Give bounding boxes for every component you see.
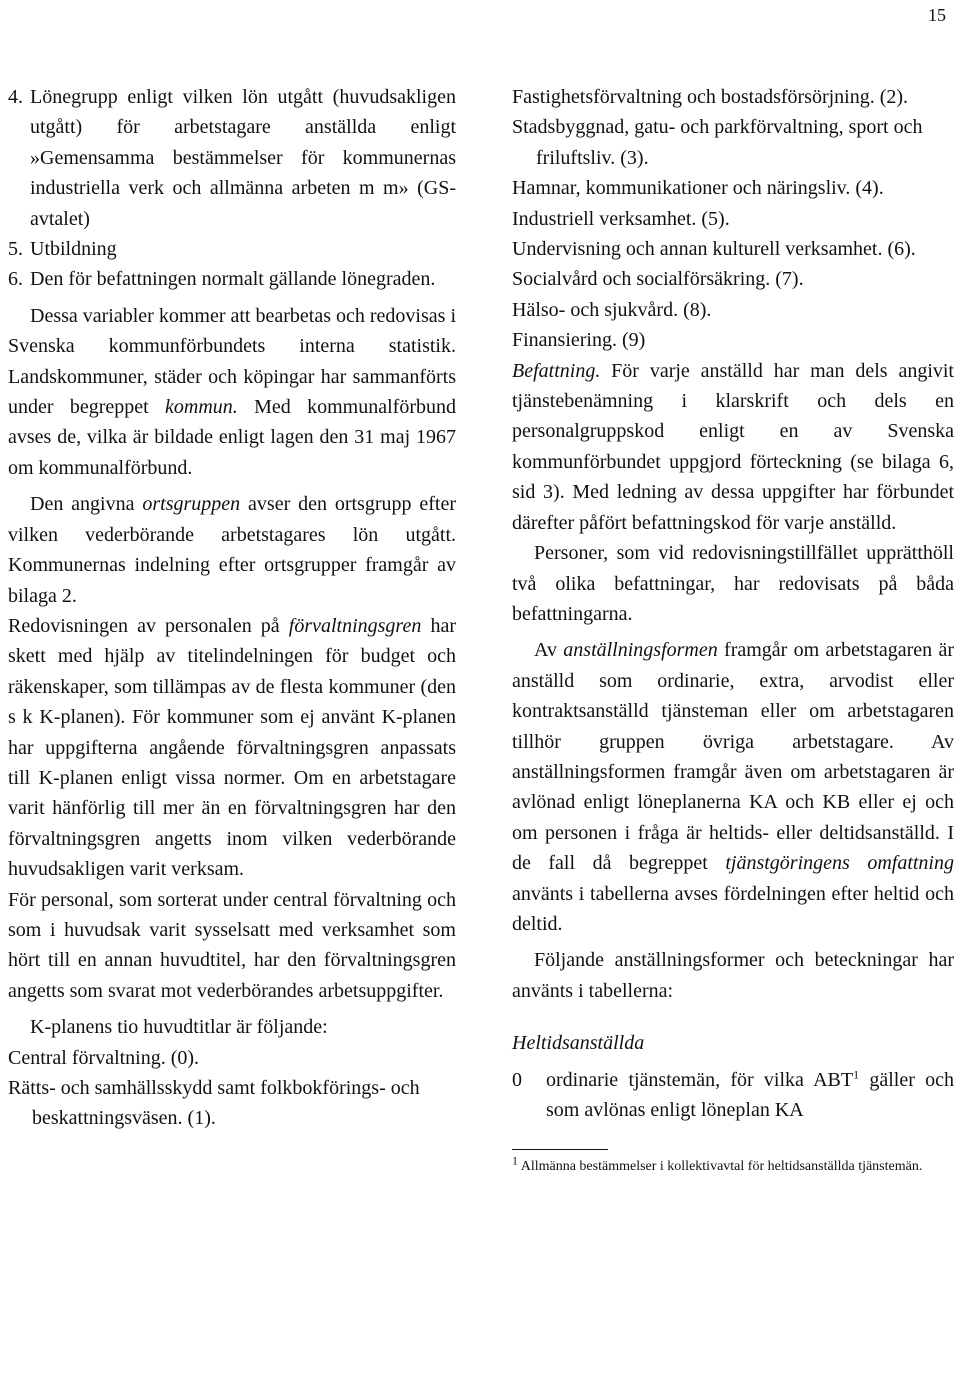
footnote-ref: 1 [853, 1066, 860, 1081]
code-number: 0 [512, 1068, 522, 1091]
list-item-4 [8, 82, 456, 234]
footnote-mark: 1 [512, 1153, 518, 1168]
right-column [512, 82, 954, 1175]
huvudtitel-6: Undervisning och annan kulturell verksamhet. (6). [512, 238, 916, 261]
list-text: Den för befattningen normalt gällande lönegraden. [30, 268, 436, 291]
left-column [8, 82, 456, 1134]
list-item-6 [8, 264, 456, 294]
paragraph-ortsgrupp: Den angivna ortsgruppen avser den ortsgrupp efter vilken vederbörande arbetstagares lön utgått. Kommunernas indelning efter ortsgrupper framgår av bilaga 2. [8, 493, 456, 607]
paragraph-anstallningsform: Av anställningsformen framgår om arbetstagaren är anställd som ordinarie, extra, arvodist eller kontraktsanställd tjänsteman eller om arbetstagaren tillhör gruppen övriga arbetstagare. Av anställningsformen framgår även om arbetstagaren är avlönad enligt löneplanerna KA och KB eller ej och om personen i fråga är heltids- eller deltidsanställd. I de fall då begreppet tjänstgöringens omfattning använts i tabellerna avses fördelningen efter heltid och deltid. [512, 639, 954, 935]
paragraph-variables: Dessa variabler kommer att bearbetas och redovisas i Svenska kommunförbundets interna statistik. Landskommuner, städer och köpingar har sammanförts under begreppet kommun. Med kommunalförbund avses de, vilka är bildade enligt lagen den 31 maj 1967 om kommunalförbund. [8, 304, 456, 479]
subheading-heltidsanstallda: Heltidsanställda [512, 1032, 645, 1055]
huvudtitel-9: Finansiering. (9) [512, 329, 646, 352]
list-text: Utbildning [30, 238, 117, 261]
paragraph-k-planen: K-planens tio huvudtitlar är följande: [30, 1016, 328, 1039]
list-number: 4. [8, 86, 23, 108]
list-text: Lönegrupp enligt vilken lön utgått (huvudsakligen utgått) för arbetstagare anställda enligt »Gemensamma bestämmelser för kommunernas industriella verk och allmänna arbeten m m» (GS-avtalet) [30, 86, 456, 230]
paragraph-central-forvaltning: För personal, som sorterat under central förvaltning och som i huvudsak varit sysselsatt med verksamhet som hört till en annan huvudtitel, har den förvaltningsgren angetts som svarat mot vederbörandes arbetsuppgifter. [8, 888, 456, 1002]
huvudtitel-5: Industriell verksamhet. (5). [512, 207, 730, 230]
huvudtitel-7: Socialvård och socialförsäkring. (7). [512, 268, 804, 291]
paragraph-forvaltningsgren: Redovisningen av personalen på förvaltningsgren har skett med hjälp av titelindelningen för budget och räkenskaper, som tillämpas av de flesta kommuner (den s k K-planen). För kommuner som ej använt K-planen har uppgifterna angående förvaltningsgren anpassats till K-planen enligt vissa normer. Om en arbetstagare varit hänförlig till mer än en förvaltningsgren har den förvaltningsgren angetts inom vilken vederbörande huvudsakligen varit verksam. [8, 614, 456, 881]
list-number: 5. [8, 238, 23, 261]
huvudtitel-4: Hamnar, kommunikationer och näringsliv. (4). [512, 177, 884, 200]
list-number: 6. [8, 268, 23, 291]
huvudtitel-3: Stadsbyggnad, gatu- och parkförvaltning, sport och friluftsliv. (3). [512, 116, 923, 169]
code-text: ordinarie tjänstemän, för vilka ABT$^1$ gäller och som avlönas enligt löneplan KA [546, 1066, 954, 1121]
huvudtitel-1: Rätts- och samhällsskydd samt folkbokförings- och beskattningsväsen. (1). [8, 1077, 420, 1130]
list-item-5 [8, 234, 456, 264]
huvudtitel-8: Hälso- och sjukvård. (8). [512, 298, 712, 321]
paragraph-foljande: Följande anställningsformer och beteckningar har använts i tabellerna: [512, 949, 954, 1002]
page-number: 15 [928, 5, 946, 25]
paragraph-personer: Personer, som vid redovisningstillfället upprätthöll två olika befattningar, har redovisats på båda befattningarna. [512, 542, 954, 625]
huvudtitel-0: Central förvaltning. (0). [8, 1046, 200, 1069]
code-item-0 [512, 1065, 954, 1126]
paragraph-befattning: Befattning. För varje anställd har man dels angivit tjänstebenämning i klarskrift och dels en personalgruppskod enligt en av Svenska kommunförbundet uppgjord förteckning (se bilaga 6, sid 3). Med ledning av dessa uppgifter har förbundet därefter påfört befattningskod för varje anställd. [512, 359, 954, 534]
huvudtitel-2: Fastighetsförvaltning och bostadsförsörjning. (2). [512, 86, 909, 108]
footnote-divider [512, 1149, 608, 1150]
footnote: $^1$ Allmänna bestämmelser i kollektivavtal för heltidsanställda tjänstemän. [512, 1153, 923, 1175]
